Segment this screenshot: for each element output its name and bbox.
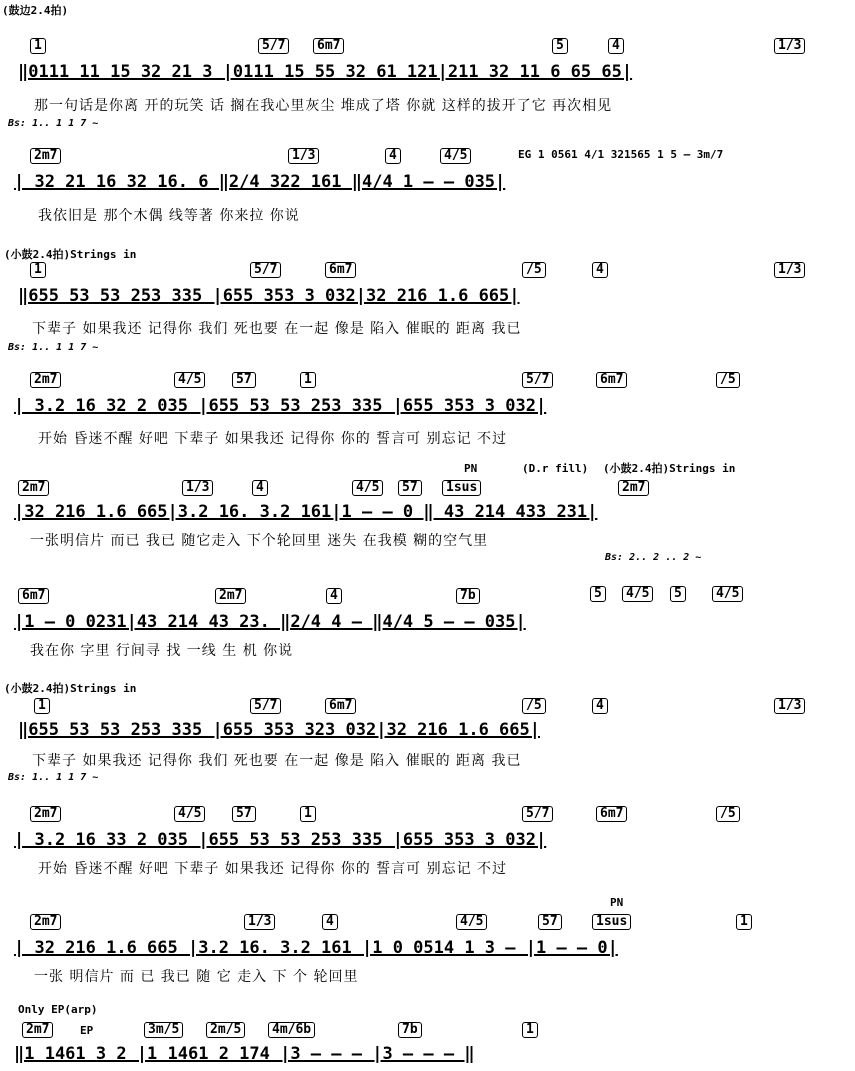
notation-line: ‖655 53 53 253 335 |655 353 323 032|32 216 1.6 665|: [18, 720, 540, 740]
chord: 1: [300, 806, 316, 822]
chord: 2m7: [215, 588, 246, 604]
chord: 5/7: [522, 806, 553, 822]
chord: 1: [34, 698, 50, 714]
chord: 5: [552, 38, 568, 54]
chord: 5/7: [250, 262, 281, 278]
chord: 2m7: [30, 372, 61, 388]
chord: 4: [326, 588, 342, 604]
chord: 4/5: [174, 806, 205, 822]
chord: 57: [538, 914, 562, 930]
lyrics-line: 下辈子 如果我还 记得你 我们 死也要 在一起 像是 陷入 催眠的 距离 我已: [32, 321, 522, 337]
chord: 1/3: [774, 38, 805, 54]
chord: 1/3: [774, 698, 805, 714]
chord: 4m/6b: [268, 1022, 315, 1038]
lyrics-line: 我在你 字里 行间寻 找 一线 生 机 你说: [30, 643, 294, 659]
pn-mark: PN: [610, 896, 624, 909]
lyrics-line: 开始 昏迷不醒 好吧 下辈子 如果我还 记得你 你的 誓言可 别忘记 不过: [38, 861, 508, 877]
chord: 2m7: [30, 914, 61, 930]
fill-mark: (D.r fill): [522, 462, 589, 475]
section-label: (小鼓2.4拍)Strings in: [603, 462, 736, 475]
notation-line: ‖1 1461 3 2 |1 1461 2 174 |3 – – – |3 – – – ‖: [14, 1044, 475, 1064]
notation-line: | 32 216 1.6 665 |3.2 16. 3.2 161 |1 0 0514 1 3 – |1 – – 0|: [14, 938, 618, 958]
chord: 57: [232, 806, 256, 822]
lyrics-line: 开始 昏迷不醒 好吧 下辈子 如果我还 记得你 你的 誓言可 别忘记 不过: [38, 431, 508, 447]
section-label: (鼓边2.4拍): [2, 4, 69, 17]
chord: 5/7: [250, 698, 281, 714]
notation-line: |1 – 0 0231|43 214 43 23. ‖2/4 4 – ‖4/4 5 – – 035|: [14, 612, 526, 632]
chord: 3m/5: [144, 1022, 183, 1038]
chord: 1/3: [288, 148, 319, 164]
chord: 1: [30, 38, 46, 54]
chord: 57: [398, 480, 422, 496]
chord: /5: [522, 698, 546, 714]
chord: 4/5: [622, 586, 653, 602]
chord: 4: [385, 148, 401, 164]
chord: 4/5: [456, 914, 487, 930]
lyrics-line: 那一句话是你离 开的玩笑 话 搁在我心里灰尘 堆成了塔 你就 这样的拔开了它 再次相见: [34, 98, 613, 114]
bass-line: Bs: 1.. 1 1 7 ~: [8, 118, 99, 129]
section-label: Only EP(arp): [18, 1003, 98, 1016]
chord: 6m7: [596, 372, 627, 388]
chord: 6m7: [596, 806, 627, 822]
chord: 5/7: [522, 372, 553, 388]
chord: 1: [522, 1022, 538, 1038]
chord: 1sus: [592, 914, 631, 930]
chord: /5: [522, 262, 546, 278]
chord: 1/3: [244, 914, 275, 930]
chord: 1/3: [774, 262, 805, 278]
chord: 4/5: [712, 586, 743, 602]
ep-mark: EP: [80, 1024, 94, 1037]
bass-line: Bs: 2.. 2 .. 2 ~: [605, 552, 702, 563]
chord: 1/3: [182, 480, 213, 496]
chord: 4/5: [440, 148, 471, 164]
notation-line: ‖0111 11 15 32 21 3 |0111 15 55 32 61 121|211 32 11 6 65 65|: [18, 62, 633, 82]
chord: /5: [716, 372, 740, 388]
lyrics-line: 下辈子 如果我还 记得你 我们 死也要 在一起 像是 陷入 催眠的 距离 我已: [32, 753, 522, 769]
pn-mark: PN: [464, 462, 478, 475]
chord: 57: [232, 372, 256, 388]
chord: 1sus: [442, 480, 481, 496]
chord: 4/5: [174, 372, 205, 388]
notation-line: |32 216 1.6 665|3.2 16. 3.2 161|1 – – 0 ‖ 43 214 433 231|: [14, 502, 598, 522]
chord: 4: [592, 262, 608, 278]
chord: 6m7: [313, 38, 344, 54]
chord: 2m7: [18, 480, 49, 496]
chord: 2m7: [22, 1022, 53, 1038]
chord: 6m7: [325, 262, 356, 278]
chord: 4: [252, 480, 268, 496]
chord: 5: [590, 586, 606, 602]
chord: 2m/5: [206, 1022, 245, 1038]
chord: EG 1 0561 4/1 321565 1 5 – 3m/7: [518, 148, 724, 161]
notation-line: | 32 21 16 32 16. 6 ‖2/4 322 161 ‖4/4 1 – – 035|: [14, 172, 506, 192]
chord: 2m7: [30, 806, 61, 822]
chord: 2m7: [30, 148, 61, 164]
chord: 1: [30, 262, 46, 278]
chord: 6m7: [325, 698, 356, 714]
lyrics-line: 我依旧是 那个木偶 线等著 你来拉 你说: [38, 208, 300, 224]
bass-line: Bs: 1.. 1 1 7 ~: [8, 342, 99, 353]
chord: 7b: [398, 1022, 422, 1038]
chord: 4: [322, 914, 338, 930]
section-label: (小鼓2.4拍)Strings in: [4, 682, 137, 695]
chord: 2m7: [618, 480, 649, 496]
lyrics-line: 一张 明信片 而 已 我已 随 它 走入 下 个 轮回里: [34, 969, 359, 985]
bass-line: Bs: 1.. 1 1 7 ~: [8, 772, 99, 783]
notation-line: | 3.2 16 32 2 035 |655 53 53 253 335 |655 353 3 032|: [14, 396, 547, 416]
chord: 1: [736, 914, 752, 930]
chord: 6m7: [18, 588, 49, 604]
chord: /5: [716, 806, 740, 822]
chord: 4/5: [352, 480, 383, 496]
lyrics-line: 一张明信片 而已 我已 随它走入 下个轮回里 迷失 在我模 糊的空气里: [30, 533, 489, 549]
chord: 5: [670, 586, 686, 602]
notation-line: | 3.2 16 33 2 035 |655 53 53 253 335 |655 353 3 032|: [14, 830, 547, 850]
chord: 5/7: [258, 38, 289, 54]
chord: 4: [608, 38, 624, 54]
chord: 1: [300, 372, 316, 388]
notation-line: ‖655 53 53 253 335 |655 353 3 032|32 216 1.6 665|: [18, 286, 520, 306]
section-label: (小鼓2.4拍)Strings in: [4, 248, 137, 261]
chord: 4: [592, 698, 608, 714]
chord: 7b: [456, 588, 480, 604]
